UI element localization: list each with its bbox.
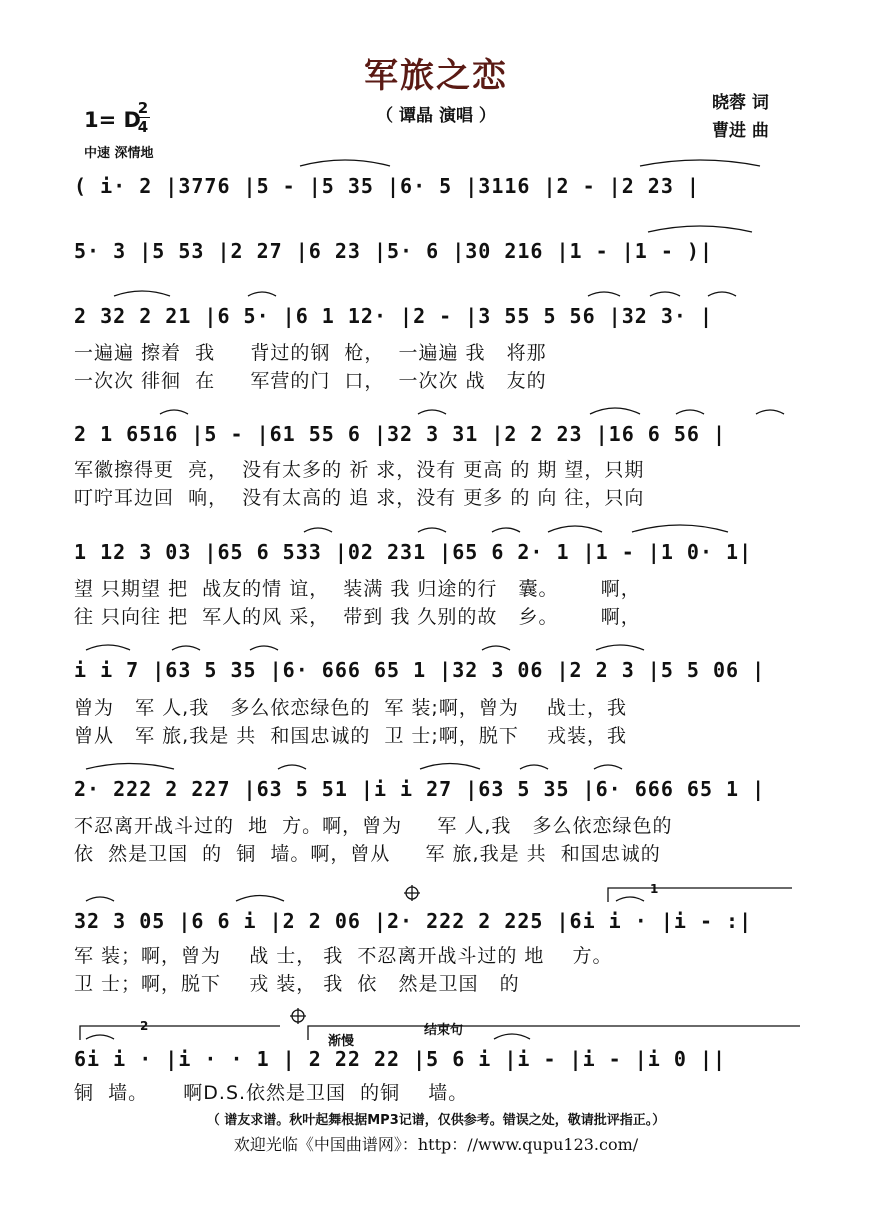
- ending-bracket: [308, 1026, 800, 1040]
- coda-cross: [290, 1008, 306, 1024]
- slur: [596, 645, 644, 650]
- ending-label: 结束句: [424, 1023, 464, 1038]
- slur: [640, 160, 760, 166]
- lyric-row-6-verse-2: 曾从 军 旅,我是 共 和国忠诚的 卫 士;啊，脱下 戎装，我: [74, 725, 627, 747]
- volta-1-bracket: [608, 888, 792, 902]
- lyric-row-8-verse-2: 卫 士；啊，脱下 戎 装， 我 依 然是卫国 的: [74, 973, 520, 995]
- lyric-row-5-verse-2: 往 只向往 把 军人的风 采， 带到 我 久别的故 乡。 啊，: [74, 606, 641, 628]
- notation-row-9: 6i i · |i · · 1 | 2 22 22 |5 6 i |i - |i - |i 0 ||: [74, 1047, 727, 1071]
- slur: [520, 765, 548, 769]
- time-signature: [136, 100, 150, 135]
- lyric-row-7-verse-2: 依 然是卫国 的 铜 墙。啊，曾从 军 旅,我是 共 和国忠诚的: [74, 843, 661, 865]
- slur: [632, 525, 728, 532]
- slur: [708, 292, 736, 296]
- song-title: 军旅之恋: [364, 56, 508, 96]
- volta-2-bracket: [80, 1026, 280, 1040]
- slur: [590, 408, 640, 414]
- slur: [278, 765, 306, 769]
- slur: [494, 1034, 530, 1039]
- slur: [420, 764, 480, 770]
- time-signature-bottom: 4: [137, 118, 149, 136]
- tempo-marking: 中速 深情地: [84, 146, 154, 161]
- notation-row-1: ( i· 2 |3776 |5 - |5 35 |6· 5 |3116 |2 - |2 23 |: [74, 174, 700, 198]
- notation-row-8: 32 3 05 |6 6 i |2 2 06 |2· 222 2 225 |6i i · |i - :|: [74, 909, 753, 933]
- slur: [650, 292, 680, 296]
- slur: [86, 897, 114, 901]
- key-signature: 1= D: [84, 108, 141, 132]
- slur: [482, 646, 510, 650]
- slur: [86, 764, 174, 770]
- slur: [304, 528, 332, 532]
- slur: [248, 292, 276, 296]
- time-signature-top: 2: [137, 99, 149, 117]
- composer-credit: 曹进 曲: [712, 121, 769, 141]
- slur: [756, 410, 784, 414]
- coda-sign: [406, 887, 418, 899]
- lyric-row-6-verse-1: 曾为 军 人,我 多么依恋绿色的 军 装;啊，曾为 战士，我: [74, 697, 627, 719]
- lyric-row-3-verse-1: 一遍遍 擦着 我 背过的钢 枪， 一遍遍 我 将那: [74, 342, 547, 364]
- coda-sign: [292, 1010, 304, 1022]
- notation-row-6: i i 7 |63 5 35 |6· 666 65 1 |32 3 06 |2 2 3 |5 5 06 |: [74, 658, 766, 682]
- slur: [616, 897, 644, 901]
- lyric-row-5-verse-1: 望 只期望 把 战友的情 谊， 装满 我 归途的行 囊。 啊，: [74, 578, 641, 600]
- slur: [492, 528, 520, 532]
- notation-row-2: 5· 3 |5 53 |2 27 |6 23 |5· 6 |30 216 |1 - |1 - )|: [74, 239, 714, 263]
- slur: [676, 410, 704, 414]
- transcription-note: （ 谱友求谱。秋叶起舞根据MP3记谱，仅供参考。错误之处，敬请批评指正。）: [206, 1113, 666, 1128]
- slur: [250, 646, 278, 650]
- slur: [172, 646, 200, 650]
- volta-1-label: 1: [650, 882, 659, 896]
- lyric-row-9: 铜 墙。 啊D.S.依然是卫国 的铜 墙。: [74, 1082, 469, 1104]
- lyricist-credit: 晓蓉 词: [712, 93, 769, 113]
- slur: [114, 291, 170, 296]
- coda-cross: [404, 885, 420, 901]
- notation-row-5: 1 12 3 03 |65 6 533 |02 231 |65 6 2· 1 |1 - |1 0· 1|: [74, 540, 753, 564]
- volta-2-label: 2: [140, 1019, 149, 1033]
- lyric-row-8-verse-1: 军 装；啊，曾为 战 士， 我 不忍离开战斗过的 地 方。: [74, 945, 613, 967]
- slur: [594, 765, 622, 769]
- lyric-row-4-verse-1: 军徽擦得更 亮， 没有太多的 祈 求，没有 更高 的 期 望，只期: [74, 459, 645, 481]
- slur: [418, 410, 446, 414]
- singer-credit: （ 谭晶 演唱 ）: [376, 106, 496, 126]
- slur: [236, 896, 284, 902]
- notation-row-7: 2· 222 2 227 |63 5 51 |i i 27 |63 5 35 |6· 666 65 1 |: [74, 777, 766, 801]
- slur: [588, 292, 620, 296]
- slur: [160, 410, 188, 414]
- slur: [548, 526, 602, 532]
- slur: [648, 226, 752, 232]
- ritardando-marking: 渐慢: [328, 1034, 355, 1049]
- lyric-row-4-verse-2: 叮咛耳边回 响， 没有太高的 追 求，没有 更多 的 向 往，只向: [74, 487, 645, 509]
- slur: [300, 160, 390, 166]
- slur: [86, 1035, 114, 1039]
- lyric-row-3-verse-2: 一次次 徘徊 在 军营的门 口， 一次次 战 友的: [74, 370, 547, 392]
- lyric-row-7-verse-1: 不忍离开战斗过的 地 方。啊，曾为 军 人,我 多么依恋绿色的: [74, 815, 673, 837]
- notation-row-3: 2 32 2 21 |6 5· |6 1 12· |2 - |3 55 5 56 |32 3· |: [74, 304, 714, 328]
- site-credit: 欢迎光临《中国曲谱网》：http：//www.qupu123.com/: [233, 1135, 639, 1154]
- notation-row-4: 2 1 6516 |5 - |61 55 6 |32 3 31 |2 2 23 |16 6 56 |: [74, 422, 727, 446]
- slur: [86, 645, 130, 650]
- slur: [418, 528, 446, 532]
